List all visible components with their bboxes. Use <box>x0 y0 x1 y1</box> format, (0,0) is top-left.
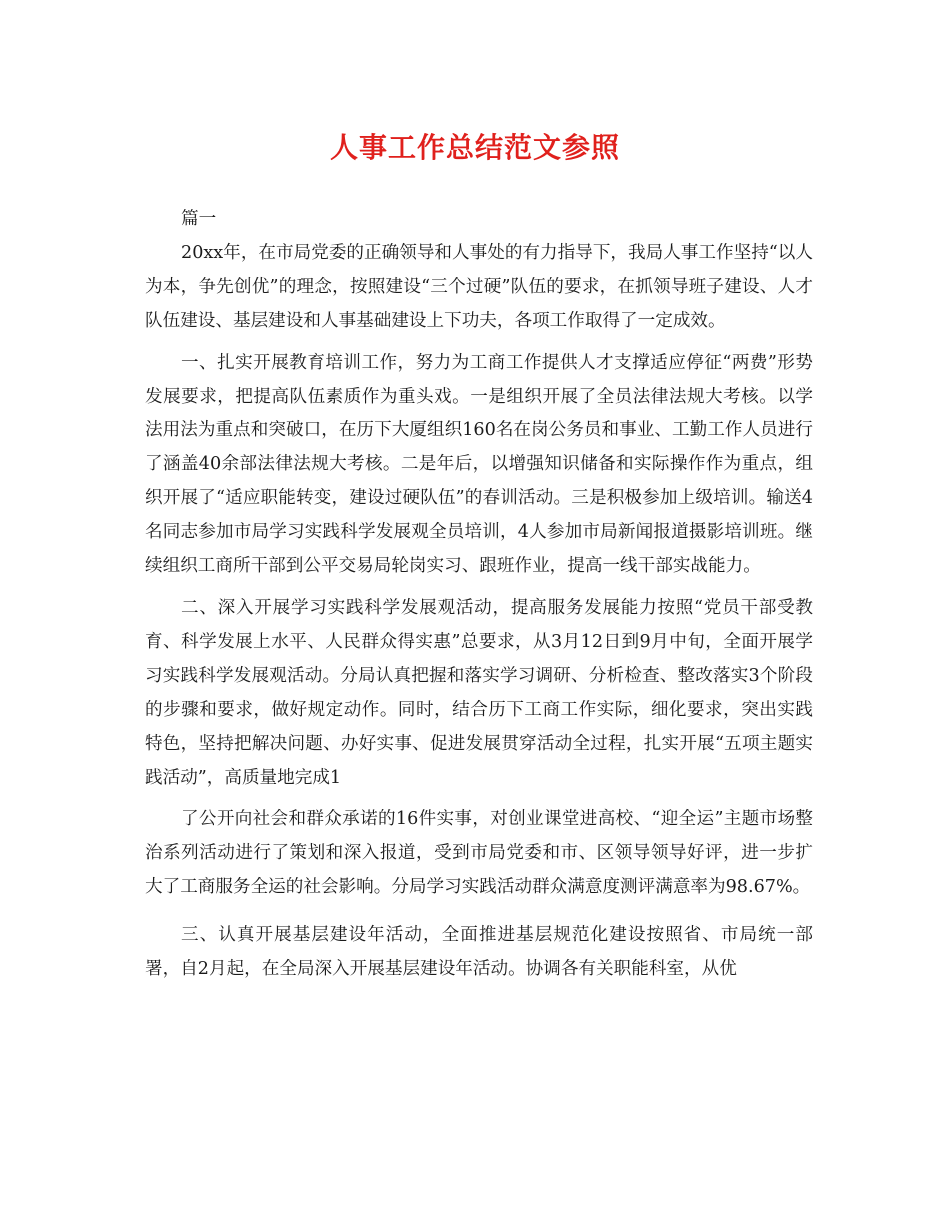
section-heading-pian-yi: 篇一 <box>181 209 217 229</box>
intro-paragraph: 20xx年，在市局党委的正确领导和人事处的有力指导下，我局人事工作坚持“以人为本，争先创优”的理念，按照建设“三个过硬”队伍的要求，在抓领导班子建设、人才队伍建设、基层建设和人事基础建设上下功夫，各项工作取得了一定成效。 <box>145 242 813 331</box>
document-body <box>145 203 813 987</box>
continuation-paragraph: 了公开向社会和群众承诺的16件实事，对创业课堂进高校、“迎全运”主题市场整治系列活动进行了策划和深入报道，受到市局党委和市、区领导领导好评，进一步扩大了工商服务全运的社会影响。分局学习实践活动群众满意度测评满意率为98.67%。 <box>145 809 813 898</box>
section-two-paragraph: 二、深入开展学习实践科学发展观活动，提高服务发展能力按照“党员干部受教育、科学发展上水平、人民群众得实惠”总要求，从3月12日到9月中旬，全面开展学习实践科学发展观活动。分局认真把握和落实学习调研、分析检查、整改落实3个阶段的步骤和要求，做好规定动作。同时，结合历下工商工作实际，细化要求，突出实践特色，坚持把解决问题、办好实事、促进发展贯穿活动全过程，扎实开展“五项主题实践活动”，高质量地完成1 <box>145 597 813 788</box>
section-one-paragraph: 一、扎实开展教育培训工作，努力为工商工作提供人才支撑适应停征“两费”形势发展要求，把提高队伍素质作为重头戏。一是组织开展了全员法律法规大考核。以学法用法为重点和突破口，在历下大厦组织160名在岗公务员和事业、工勤工作人员进行了涵盖40余部法律法规大考核。二是年后，以增强知识储备和实际操作作为重点，组织开展了“适应职能转变，建设过硬队伍”的春训活动。三是积极参加上级培训。输送4名同志参加市局学习实践科学发展观全员培训，4人参加市局新闻报道摄影培训班。继续组织工商所干部到公平交易局轮岗实习、跟班作业，提高一线干部实战能力。 <box>145 352 813 577</box>
section-three-paragraph: 三、认真开展基层建设年活动，全面推进基层规范化建设按照省、市局统一部署，自2月起，在全局深入开展基层建设年活动。协调各有关职能科室，从优 <box>145 925 813 980</box>
document-title: 人事工作总结范文参照 <box>329 131 620 164</box>
